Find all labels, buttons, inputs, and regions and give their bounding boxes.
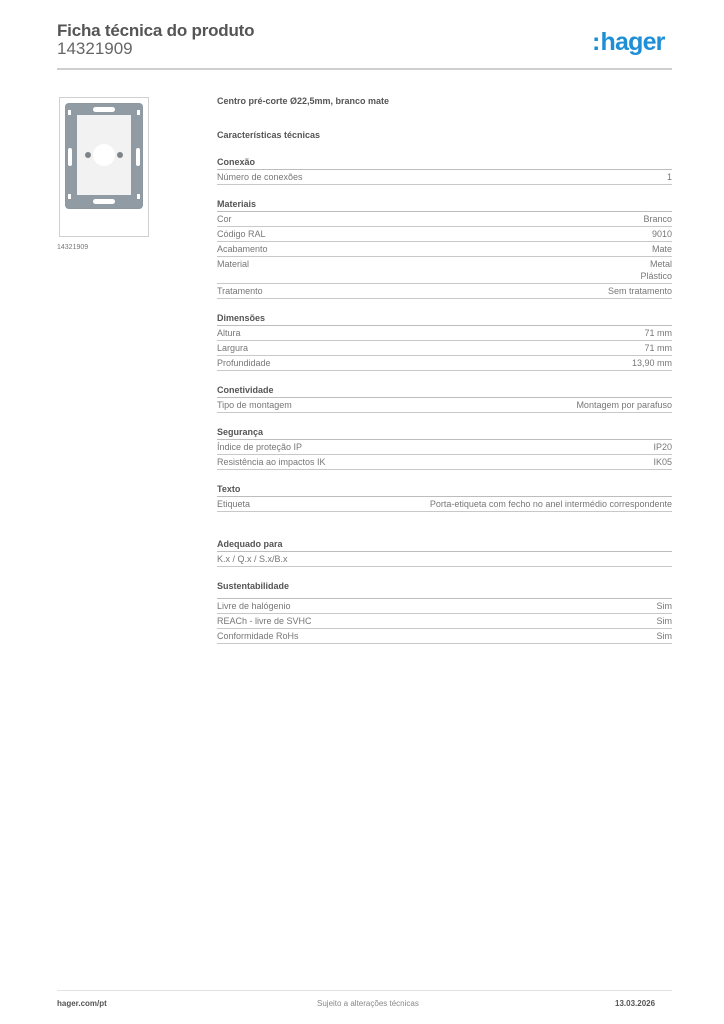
spec-content xyxy=(217,96,672,644)
group-title: Adequado para xyxy=(217,538,672,552)
group-title: Sustentabilidade xyxy=(217,580,672,599)
section-title: Características técnicas xyxy=(217,130,321,140)
spec-row: Conformidade RoHs Sim xyxy=(217,629,672,644)
product-description: Centro pré-corte Ø22,5mm, branco mate xyxy=(217,96,390,106)
spec-row: Índice de proteção IP IP20 xyxy=(217,440,672,455)
group-title: Dimensões xyxy=(217,312,672,326)
spec-row: REACh - livre de SVHC Sim xyxy=(217,614,672,629)
product-image xyxy=(59,97,149,237)
spec-row: Tratamento Sem tratamento xyxy=(217,284,672,299)
spec-row: Material Metal Plástico xyxy=(217,257,672,284)
group-title: Segurança xyxy=(217,426,672,440)
product-number: 14321909 xyxy=(57,39,133,58)
group-texto xyxy=(217,483,672,512)
group-title: Texto xyxy=(217,483,672,497)
group-materiais xyxy=(217,198,672,299)
group-adequado-para xyxy=(217,538,672,567)
group-title: Conetividade xyxy=(217,384,672,398)
group-seguranca xyxy=(217,426,672,470)
group-title: Conexão xyxy=(217,156,672,170)
header-divider xyxy=(57,68,672,70)
hager-logo: :hager xyxy=(592,28,665,56)
footer-note: Sujeito a alterações técnicas xyxy=(317,999,419,1008)
group-title: Materiais xyxy=(217,198,672,212)
spec-row: Número de conexões 1 xyxy=(217,170,672,185)
group-conexao xyxy=(217,156,672,185)
page-title: Ficha técnica do produto xyxy=(57,21,255,40)
spec-row: Largura 71 mm xyxy=(217,341,672,356)
spec-row: Acabamento Mate xyxy=(217,242,672,257)
spec-row: Livre de halógenio Sim xyxy=(217,599,672,614)
image-caption: 14321909 xyxy=(57,244,89,251)
footer-divider xyxy=(57,990,672,991)
group-dimensoes xyxy=(217,312,672,371)
footer-website-link[interactable]: hager.com/pt xyxy=(57,999,107,1008)
spec-row: Etiqueta Porta-etiqueta com fecho no anel intermédio correspondente xyxy=(217,497,672,512)
spec-row: Altura 71 mm xyxy=(217,326,672,341)
spec-row: K.x / Q.x / S.x/B.x xyxy=(217,552,672,567)
spec-row: Tipo de montagem Montagem por parafuso xyxy=(217,398,672,413)
spec-row: Profundidade 13,90 mm xyxy=(217,356,672,371)
spec-row: Resistência ao impactos IK IK05 xyxy=(217,455,672,470)
group-sustentabilidade xyxy=(217,580,672,644)
spec-row: Cor Branco xyxy=(217,212,672,227)
spec-row: Código RAL 9010 xyxy=(217,227,672,242)
group-conetividade xyxy=(217,384,672,413)
footer-date: 13.03.2026 xyxy=(615,999,656,1008)
